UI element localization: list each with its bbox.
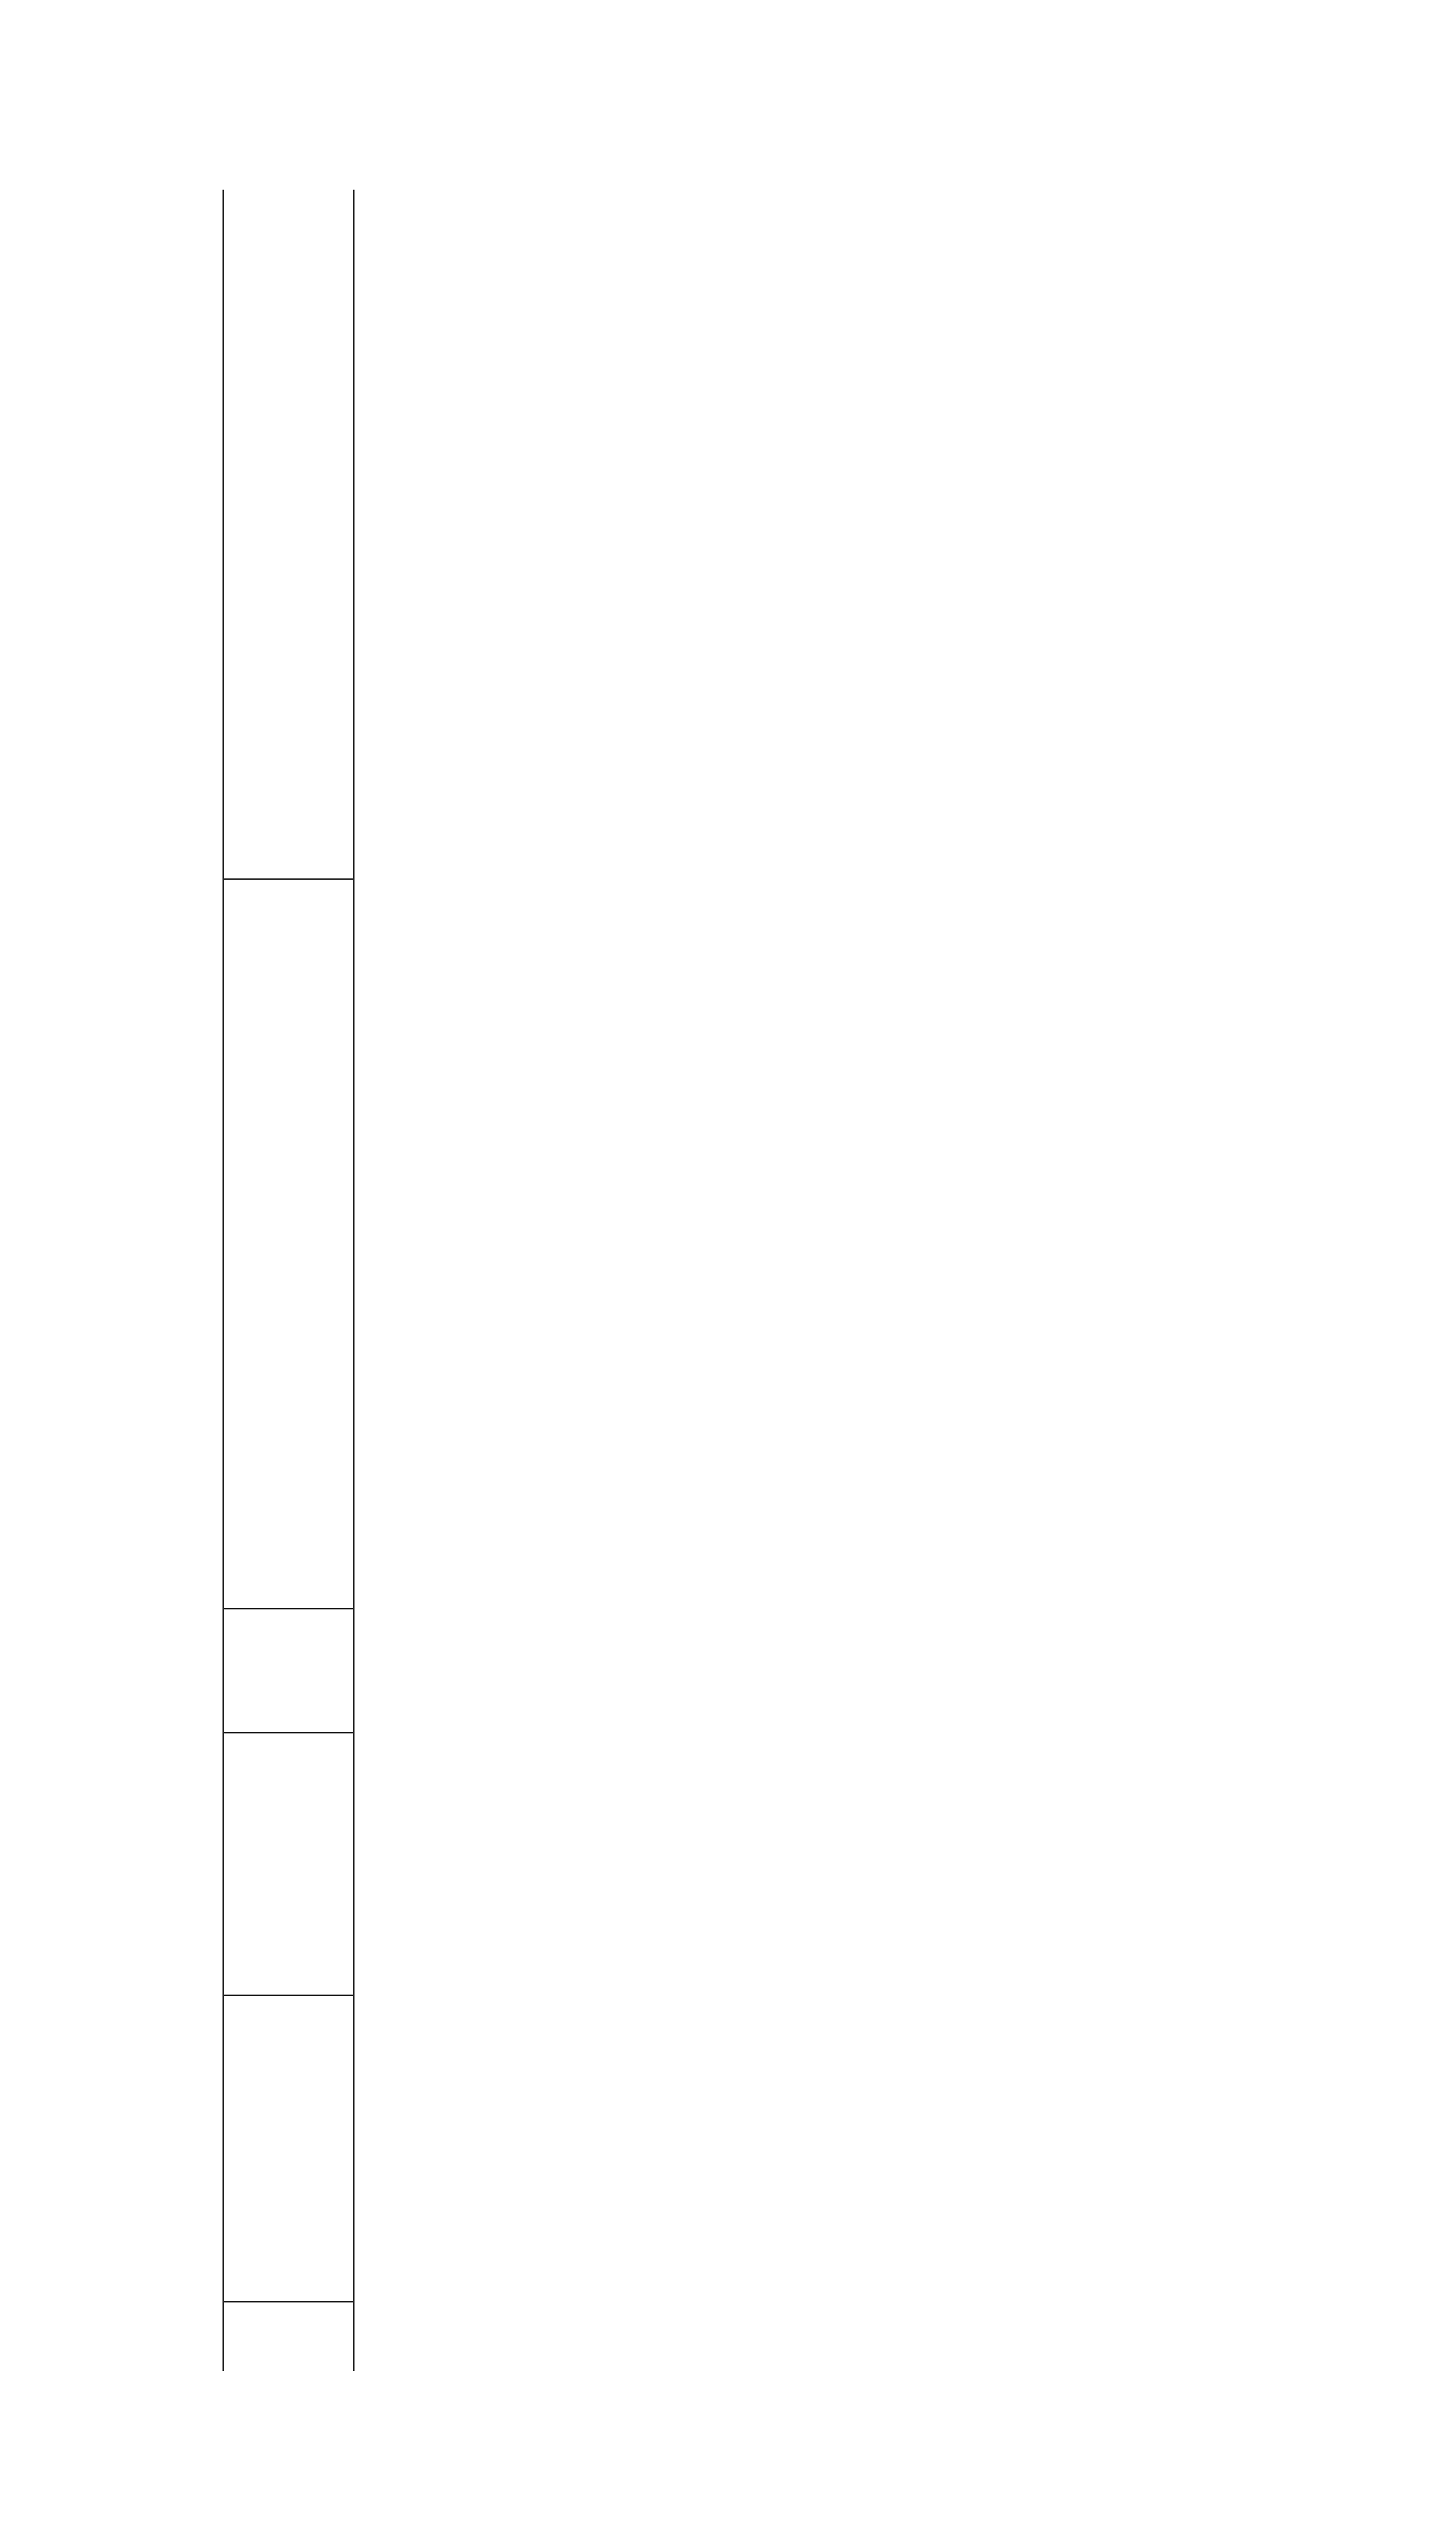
column-header-successor: [223, 1733, 354, 1995]
column-header-acres: [223, 1609, 354, 1733]
rotated-table-area: [146, 182, 1328, 2371]
column-header-disposed: [223, 879, 354, 1609]
column-header-no: [223, 2302, 354, 2371]
header-row: [223, 190, 354, 2371]
apportionment-table: [222, 190, 1317, 2371]
column-header-claimant: [223, 1995, 354, 2302]
table-title: [146, 182, 204, 2371]
page-header: [109, 109, 1349, 153]
table-body: [354, 190, 1316, 2371]
column-header-remarks: [223, 190, 354, 879]
